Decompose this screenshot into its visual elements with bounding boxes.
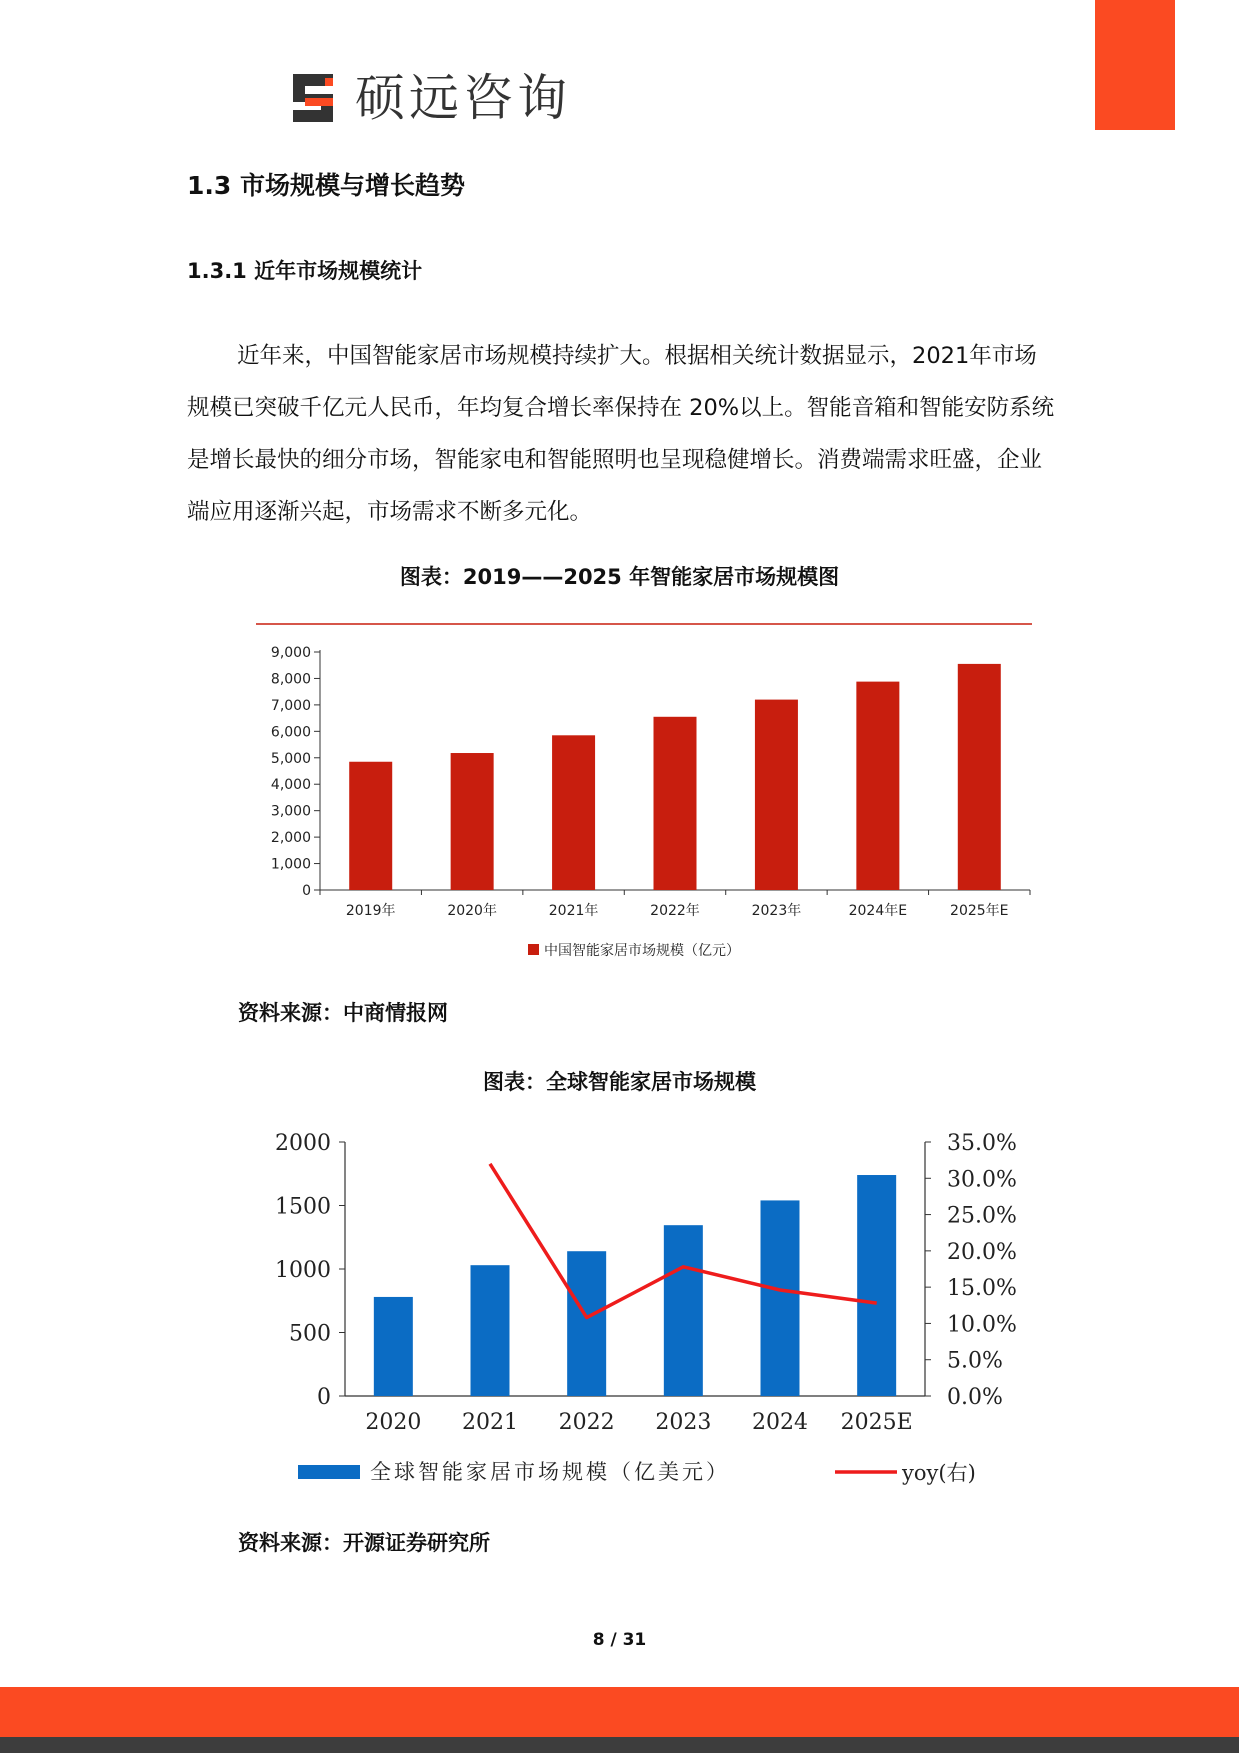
chart2-right-tick-label: 30.0% [947, 1167, 1017, 1193]
chart2-x-tick-label: 2025E [840, 1410, 913, 1435]
chart1-y-tick-label: 5,000 [270, 750, 311, 767]
brand-logo [285, 68, 571, 128]
chart2-bar [761, 1200, 800, 1396]
chart1-y-tick-label: 4,000 [270, 777, 311, 794]
chart1-bar [856, 682, 899, 890]
chart-global-smart-home-market [230, 1118, 1050, 1498]
chart2-left-tick-label: 1000 [275, 1258, 331, 1283]
figure1-source: 资料来源：中商情报网 [238, 1001, 448, 1025]
chart1-bar [755, 700, 798, 890]
chart1-y-tick-label: 7,000 [270, 697, 311, 714]
chart2-x-tick-label: 2023 [655, 1410, 712, 1435]
chart1-y-tick-label: 9,000 [270, 645, 311, 661]
chart2-right-tick-label: 20.0% [947, 1239, 1017, 1265]
chart1-y-tick-label: 6,000 [270, 724, 311, 741]
figure2-source: 资料来源：开源证券研究所 [238, 1531, 490, 1555]
chart2-right-tick-label: 10.0% [947, 1312, 1017, 1338]
corner-accent-tab [1095, 0, 1175, 130]
chart2-x-tick-label: 2022 [558, 1410, 615, 1435]
chart1-y-tick-label: 3,000 [270, 803, 311, 820]
chart2-bar [857, 1175, 896, 1396]
chart2-right-tick-label: 0.0% [947, 1385, 1003, 1410]
chart1-x-tick-label: 2024年E [848, 903, 908, 919]
chart1-x-tick-label: 2023年 [751, 903, 802, 919]
chart1-x-tick-label: 2020年 [447, 903, 497, 919]
figure1-caption: 图表：2019——2025 年智能家居市场规模图 [399, 565, 840, 589]
body-paragraph: 近年来，中国智能家居市场规模持续扩大。根据相关统计数据显示，2021年市场规模已突破千亿元人民币，年均复合增长率保持在 20%以上。智能音箱和智能安防系统是增长最快的细分市场，智能家电和智能照明也呈现稳健增长。消费端需求旺盛，企业端应用逐渐兴起，市场需求不断多元化。 [187, 343, 1055, 525]
chart1-y-tick-label: 2,000 [270, 830, 311, 847]
chart2-bar [664, 1225, 703, 1396]
chart2-x-tick-label: 2020 [365, 1410, 422, 1435]
chart2-right-tick-label: 25.0% [947, 1203, 1017, 1229]
chart1-x-tick-label: 2025年E [950, 903, 1009, 919]
chart2-right-tick-label: 35.0% [947, 1131, 1017, 1156]
chart-china-smart-home-market [250, 616, 1040, 966]
chart1-y-tick-label: 8,000 [270, 671, 311, 688]
chart1-y-tick-label: 0 [302, 883, 311, 899]
chart1-x-tick-label: 2022年 [650, 903, 700, 919]
chart2-left-tick-label: 0 [317, 1385, 331, 1410]
chart2-legend-bar-swatch [298, 1465, 360, 1479]
chart2-legend-bar-label: 全球智能家居市场规模（亿美元） [370, 1460, 730, 1484]
chart1-y-tick-label: 1,000 [270, 856, 311, 873]
chart2-right-tick-label: 5.0% [947, 1348, 1003, 1374]
chart1-bar [349, 762, 392, 890]
chart2-left-tick-label: 1500 [275, 1194, 331, 1220]
chart1-legend-swatch [528, 944, 539, 955]
chart2-legend-line-label: yoy(右) [902, 1461, 976, 1485]
chart2-bar [471, 1265, 510, 1396]
chart1-legend-label: 中国智能家居市场规模（亿元） [544, 943, 740, 959]
chart1-bar [552, 735, 595, 890]
chart2-bar [567, 1251, 606, 1396]
chart1-bar [451, 753, 494, 890]
chart2-left-tick-label: 500 [289, 1321, 331, 1347]
footer-accent-bar [0, 1687, 1239, 1737]
chart2-x-tick-label: 2021 [462, 1410, 518, 1435]
chart2-x-tick-label: 2024 [752, 1410, 808, 1435]
section-title: 1.3 市场规模与增长趋势 [187, 171, 465, 200]
footer-dark-strip [0, 1737, 1239, 1753]
chart1-bar [654, 717, 697, 890]
chart2-left-tick-label: 2000 [275, 1131, 331, 1156]
chart2-right-tick-label: 15.0% [947, 1276, 1017, 1302]
chart1-x-tick-label: 2021年 [548, 903, 599, 919]
subsection-title: 1.3.1 近年市场规模统计 [187, 259, 423, 283]
chart1-bar [958, 664, 1001, 890]
chart1-x-tick-label: 2019年 [345, 903, 396, 919]
page-number: 8 / 31 [592, 1630, 647, 1650]
figure2-caption: 图表：全球智能家居市场规模 [483, 1070, 756, 1094]
logo-text: 硕远咨询 [355, 69, 571, 127]
chart2-bar [374, 1297, 413, 1396]
logo-mark-icon [285, 70, 341, 126]
